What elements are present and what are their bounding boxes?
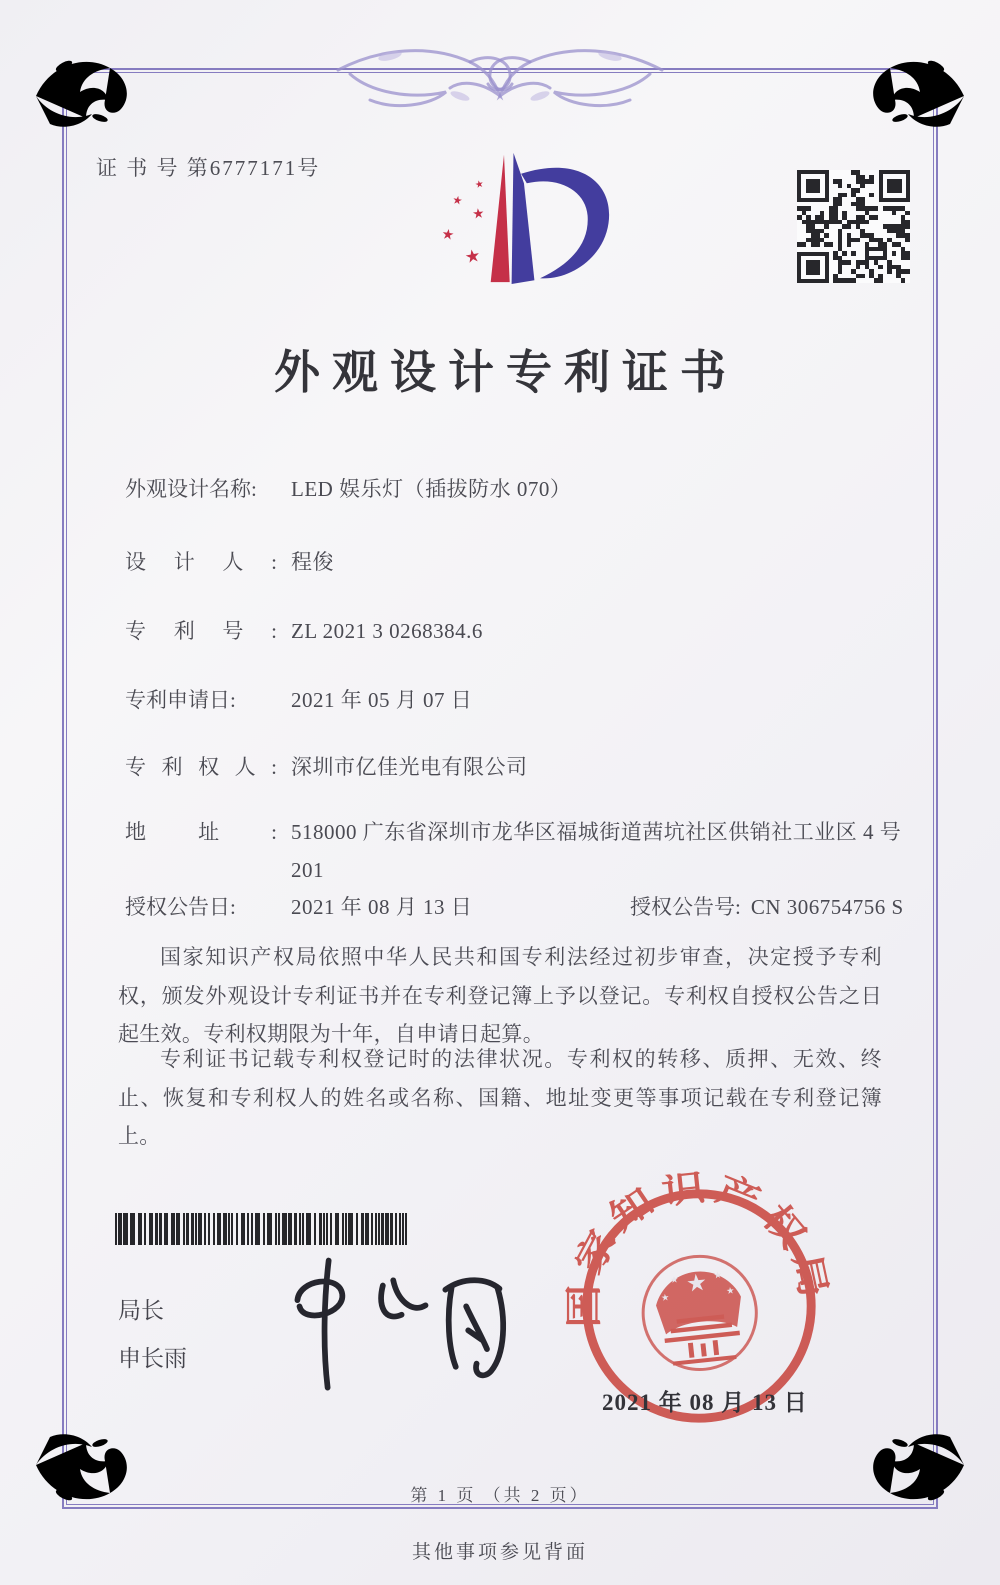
field-row-patent-number [125, 612, 483, 650]
field-row-filing-date [125, 681, 472, 719]
certificate-number: 证 书 号 第6777171号 [96, 156, 321, 180]
page-title: 外观设计专利证书 [274, 347, 738, 398]
field-label: 外观设计名称: [125, 477, 257, 501]
qr-code [797, 170, 910, 283]
grant-number [630, 888, 904, 926]
paragraph-register-statement: 专利证书记载专利权登记时的法律状况。专利权的转移、质押、无效、终止、恢复和专利权人的姓名或名称、国籍、地址变更等事项记载在专利登记簿上。 [118, 1047, 882, 1148]
qr-finder-icon [797, 252, 829, 284]
field-label: 设计人: [125, 550, 277, 574]
field-label: 专利权人: [125, 755, 277, 779]
field-value: 深圳市亿佳光电有限公司 [291, 755, 528, 779]
field-label: 专利申请日: [125, 688, 236, 712]
field-value: 程俊 [291, 550, 334, 574]
director-signature [262, 1252, 512, 1392]
field-label: 地址: [125, 820, 277, 844]
grant-number-label: 授权公告号: [630, 895, 741, 919]
logo-stars [442, 180, 484, 264]
logo-p-mark [491, 153, 609, 284]
field-row-design-name [125, 470, 571, 508]
field-row-address [125, 813, 909, 889]
back-note: 其他事项参见背面 [411, 1542, 588, 1563]
grant-date-label: 授权公告日: [125, 895, 236, 919]
field-value: ZL 2021 3 0268384.6 [291, 619, 483, 643]
seal-text: 国家知识产权局 [563, 1166, 835, 1328]
director-name: 申长雨 [118, 1346, 187, 1371]
paragraph-grant-statement: 国家知识产权局依照中华人民共和国专利法经过初步审查，决定授予专利权，颁发外观设计专利证书并在专利登记簿上予以登记。专利权自授权公告之日起生效。专利权期限为十年，自申请日起算。 [118, 945, 882, 1046]
director-title: 局长 [118, 1298, 164, 1323]
field-label: 专利号: [125, 619, 277, 643]
field-value: 2021 年 05 月 07 日 [291, 688, 473, 712]
qr-finder-icon [879, 170, 911, 202]
national-emblem-icon [638, 1251, 762, 1375]
grant-date-value: 2021 年 08 月 13 日 [291, 895, 473, 919]
page-indicator: 第 1 页 （共 2 页） [410, 1486, 590, 1505]
field-row-patentee [125, 748, 528, 786]
seal-date: 2021 年 08 月 13 日 [602, 1390, 808, 1415]
field-row-designer [125, 543, 334, 581]
grant-number-value: CN 306754756 S [750, 895, 904, 919]
field-value: 518000 广东省深圳市龙华区福城街道茜坑社区供销社工业区 4 号 201 [291, 820, 902, 882]
field-value: LED 娱乐灯（插拔防水 070） [291, 477, 572, 501]
barcode [115, 1213, 421, 1245]
qr-finder-icon [797, 170, 829, 202]
cnipa-logo [428, 138, 656, 316]
field-row-grant [125, 888, 1000, 926]
